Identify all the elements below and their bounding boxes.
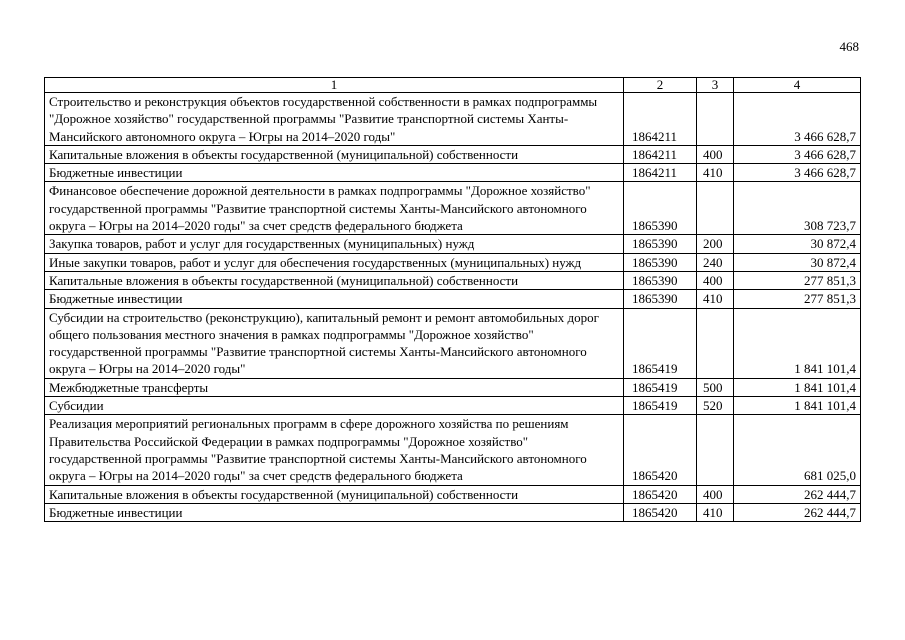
row-name-cell: Реализация мероприятий региональных программ в сфере дорожного хозяйства по решениям Правительства Российской Федерации в рамках подпрограммы "Дорожное хозяйство" государственной программы "Развитие транспортной системы Ханты-Мансийского автономного округа – Югры на 2014–2020 годы" за счет средств федерального бюджета [45, 415, 624, 485]
row-type-cell: 400 [697, 271, 734, 289]
row-type-cell: 410 [697, 164, 734, 182]
row-code-cell: 1865390 [624, 235, 697, 253]
row-name-cell: Капитальные вложения в объекты государственной (муниципальной) собственности [45, 271, 624, 289]
row-name-cell: Бюджетные инвестиции [45, 503, 624, 521]
row-name-cell: Капитальные вложения в объекты государственной (муниципальной) собственности [45, 145, 624, 163]
row-code-cell: 1865390 [624, 253, 697, 271]
row-code-cell: 1865420 [624, 415, 697, 485]
row-type-cell [697, 93, 734, 146]
row-amount-cell: 1 841 101,4 [734, 397, 861, 415]
row-type-cell: 400 [697, 145, 734, 163]
row-type-cell: 520 [697, 397, 734, 415]
row-amount-cell: 30 872,4 [734, 235, 861, 253]
row-type-cell: 410 [697, 290, 734, 308]
table-row [45, 308, 861, 378]
row-name-cell: Иные закупки товаров, работ и услуг для обеспечения государственных (муниципальных) нужд [45, 253, 624, 271]
table-row [45, 145, 861, 163]
page-number: 468 [839, 39, 859, 54]
row-code-cell: 1865420 [624, 485, 697, 503]
row-amount-cell: 3 466 628,7 [734, 93, 861, 146]
table-row [45, 164, 861, 182]
row-type-cell [697, 308, 734, 378]
row-type-cell [697, 415, 734, 485]
row-amount-cell: 277 851,3 [734, 271, 861, 289]
header-col-4: 4 [734, 78, 861, 93]
row-code-cell: 1865390 [624, 271, 697, 289]
table-row [45, 378, 861, 396]
row-amount-cell: 3 466 628,7 [734, 145, 861, 163]
row-type-cell: 240 [697, 253, 734, 271]
row-code-cell: 1865419 [624, 397, 697, 415]
row-code-cell: 1865419 [624, 378, 697, 396]
table-row [45, 253, 861, 271]
row-type-cell: 400 [697, 485, 734, 503]
row-type-cell: 200 [697, 235, 734, 253]
row-amount-cell: 681 025,0 [734, 415, 861, 485]
row-amount-cell: 1 841 101,4 [734, 378, 861, 396]
row-amount-cell: 262 444,7 [734, 485, 861, 503]
row-code-cell: 1864211 [624, 145, 697, 163]
row-amount-cell: 30 872,4 [734, 253, 861, 271]
table-row [45, 415, 861, 485]
row-name-cell: Бюджетные инвестиции [45, 290, 624, 308]
table-body [45, 93, 861, 522]
table-row [45, 182, 861, 235]
row-amount-cell: 308 723,7 [734, 182, 861, 235]
table-row [45, 235, 861, 253]
table-header [45, 78, 861, 93]
table-row [45, 485, 861, 503]
row-name-cell: Субсидии [45, 397, 624, 415]
row-amount-cell: 262 444,7 [734, 503, 861, 521]
row-type-cell [697, 182, 734, 235]
row-code-cell: 1865419 [624, 308, 697, 378]
header-row [45, 78, 861, 93]
header-col-2: 2 [624, 78, 697, 93]
row-name-cell: Финансовое обеспечение дорожной деятельности в рамках подпрограммы "Дорожное хозяйство" государственной программы "Развитие транспортной системы Ханты-Мансийского автономного округа – Югры на 2014–2020 годы" за счет средств федерального бюджета [45, 182, 624, 235]
row-name-cell: Межбюджетные трансферты [45, 378, 624, 396]
row-name-cell: Капитальные вложения в объекты государственной (муниципальной) собственности [45, 485, 624, 503]
row-code-cell: 1865390 [624, 182, 697, 235]
row-name-cell: Бюджетные инвестиции [45, 164, 624, 182]
table-row [45, 271, 861, 289]
row-type-cell: 410 [697, 503, 734, 521]
table-row [45, 290, 861, 308]
header-col-3: 3 [697, 78, 734, 93]
row-code-cell: 1865420 [624, 503, 697, 521]
row-type-cell: 500 [697, 378, 734, 396]
table-row [45, 93, 861, 146]
budget-table [44, 77, 861, 522]
row-name-cell: Строительство и реконструкция объектов государственной собственности в рамках подпрограммы "Дорожное хозяйство" государственной программы "Развитие транспортной системы Ханты-Мансийского автономного округа – Югры на 2014–2020 годы" [45, 93, 624, 146]
row-code-cell: 1864211 [624, 164, 697, 182]
row-amount-cell: 277 851,3 [734, 290, 861, 308]
table-row [45, 503, 861, 521]
row-name-cell: Субсидии на строительство (реконструкцию), капитальный ремонт и ремонт автомобильных дорог общего пользования местного значения в рамках подпрограммы "Дорожное хозяйство" государственной программы "Развитие транспортной системы Ханты-Мансийского автономного округа – Югры на 2014–2020 годы" [45, 308, 624, 378]
row-code-cell: 1864211 [624, 93, 697, 146]
row-code-cell: 1865390 [624, 290, 697, 308]
table-row [45, 397, 861, 415]
row-amount-cell: 3 466 628,7 [734, 164, 861, 182]
row-amount-cell: 1 841 101,4 [734, 308, 861, 378]
header-col-1: 1 [45, 78, 624, 93]
row-name-cell: Закупка товаров, работ и услуг для государственных (муниципальных) нужд [45, 235, 624, 253]
